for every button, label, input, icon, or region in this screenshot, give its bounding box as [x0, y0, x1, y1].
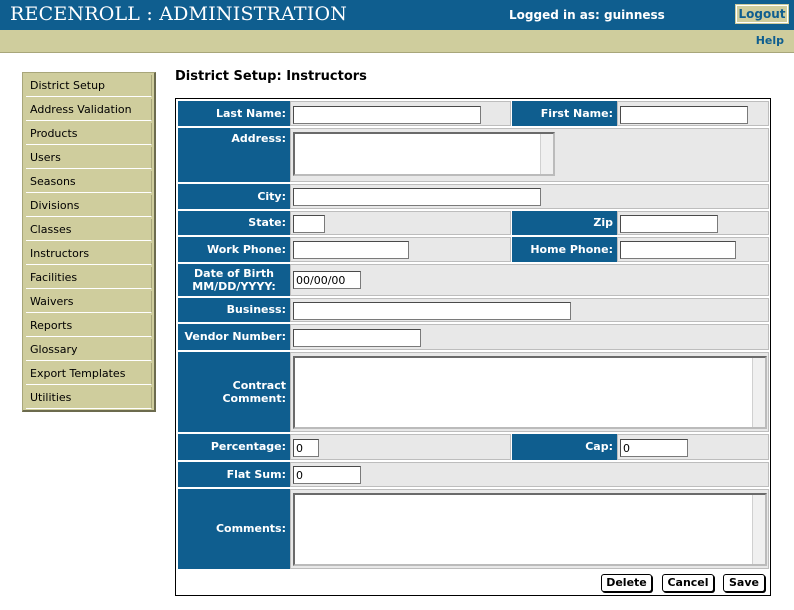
work-phone-cell — [290, 237, 511, 262]
city-cell — [290, 184, 769, 209]
save-button[interactable]: Save — [723, 574, 765, 592]
last-name-label: Last Name: — [178, 101, 290, 126]
business-cell — [290, 298, 769, 322]
cap-cell — [617, 434, 769, 460]
home-phone-cell — [617, 237, 769, 262]
app-header — [0, 0, 794, 30]
vendor-number-label: Vendor Number: — [178, 324, 290, 350]
flat-sum-cell — [290, 462, 769, 487]
sidebar-item-reports[interactable]: Reports — [26, 315, 152, 337]
state-cell — [290, 211, 511, 235]
work-phone-label: Work Phone: — [178, 237, 290, 262]
delete-button[interactable]: Delete — [601, 574, 652, 592]
comments-label: Comments: — [178, 489, 290, 569]
contract-comment-scrollbar[interactable] — [752, 358, 765, 427]
sidebar-item-utilities[interactable]: Utilities — [26, 387, 152, 409]
zip-input[interactable] — [620, 215, 718, 233]
address-label: Address: — [178, 128, 290, 182]
percentage-input[interactable] — [293, 439, 319, 457]
logout-button[interactable]: Logout — [735, 4, 789, 24]
help-bar — [0, 30, 794, 53]
sidebar-item-divisions[interactable]: Divisions — [26, 195, 152, 217]
dob-label-line1: Date of Birth — [194, 267, 274, 280]
city-input[interactable] — [293, 188, 541, 206]
flat-sum-input[interactable] — [293, 466, 361, 484]
contract-comment-label-line1: Contract — [232, 379, 286, 392]
sidebar-item-seasons[interactable]: Seasons — [26, 171, 152, 193]
percentage-cell — [290, 434, 511, 460]
help-link[interactable]: Help — [755, 34, 784, 47]
comments-scrollbar[interactable] — [752, 495, 765, 564]
sidebar-item-address-validation[interactable]: Address Validation — [26, 99, 152, 121]
sidebar-nav — [22, 72, 156, 412]
instructor-form — [175, 98, 771, 596]
contract-comment-label — [178, 352, 290, 432]
sidebar-item-glossary[interactable]: Glossary — [26, 339, 152, 361]
comments-cell — [290, 489, 769, 569]
last-name-cell — [290, 101, 511, 126]
first-name-cell — [617, 101, 769, 126]
address-scrollbar[interactable] — [540, 134, 553, 174]
cap-input[interactable] — [620, 439, 688, 457]
sidebar-item-users[interactable]: Users — [26, 147, 152, 169]
sidebar-item-instructors[interactable]: Instructors — [26, 243, 152, 265]
flat-sum-label: Flat Sum: — [178, 462, 290, 487]
zip-label: Zip — [512, 211, 617, 235]
state-input[interactable] — [293, 215, 325, 233]
first-name-label: First Name: — [512, 101, 617, 126]
contract-comment-cell — [290, 352, 769, 432]
contract-comment-textarea[interactable] — [293, 356, 767, 429]
zip-cell — [617, 211, 769, 235]
business-label: Business: — [178, 298, 290, 322]
address-textarea[interactable] — [293, 132, 555, 176]
home-phone-input[interactable] — [620, 241, 736, 259]
app-title: RECENROLL : ADMINISTRATION — [10, 3, 348, 25]
last-name-input[interactable] — [293, 106, 481, 124]
work-phone-input[interactable] — [293, 241, 409, 259]
vendor-number-cell — [290, 324, 769, 350]
cancel-button[interactable]: Cancel — [662, 574, 714, 592]
dob-cell — [290, 264, 769, 296]
sidebar-item-classes[interactable]: Classes — [26, 219, 152, 241]
sidebar-item-facilities[interactable]: Facilities — [26, 267, 152, 289]
vendor-number-input[interactable] — [293, 329, 421, 347]
logged-in-status: Logged in as: guinness — [509, 8, 665, 22]
sidebar-item-export-templates[interactable]: Export Templates — [26, 363, 152, 385]
percentage-label: Percentage: — [178, 434, 290, 460]
first-name-input[interactable] — [620, 106, 748, 124]
sidebar-item-products[interactable]: Products — [26, 123, 152, 145]
sidebar-item-district-setup[interactable]: District Setup — [26, 75, 152, 97]
comments-textarea[interactable] — [293, 493, 767, 566]
state-label: State: — [178, 211, 290, 235]
sidebar-item-waivers[interactable]: Waivers — [26, 291, 152, 313]
dob-input[interactable] — [293, 271, 361, 289]
cap-label: Cap: — [512, 434, 617, 460]
contract-comment-label-line2: Comment: — [222, 392, 286, 405]
dob-label — [178, 264, 290, 296]
page-title: District Setup: Instructors — [175, 69, 367, 84]
home-phone-label: Home Phone: — [512, 237, 617, 262]
dob-label-line2: MM/DD/YYYY: — [192, 280, 276, 293]
address-cell — [290, 128, 769, 182]
business-input[interactable] — [293, 302, 571, 320]
city-label: City: — [178, 184, 290, 209]
